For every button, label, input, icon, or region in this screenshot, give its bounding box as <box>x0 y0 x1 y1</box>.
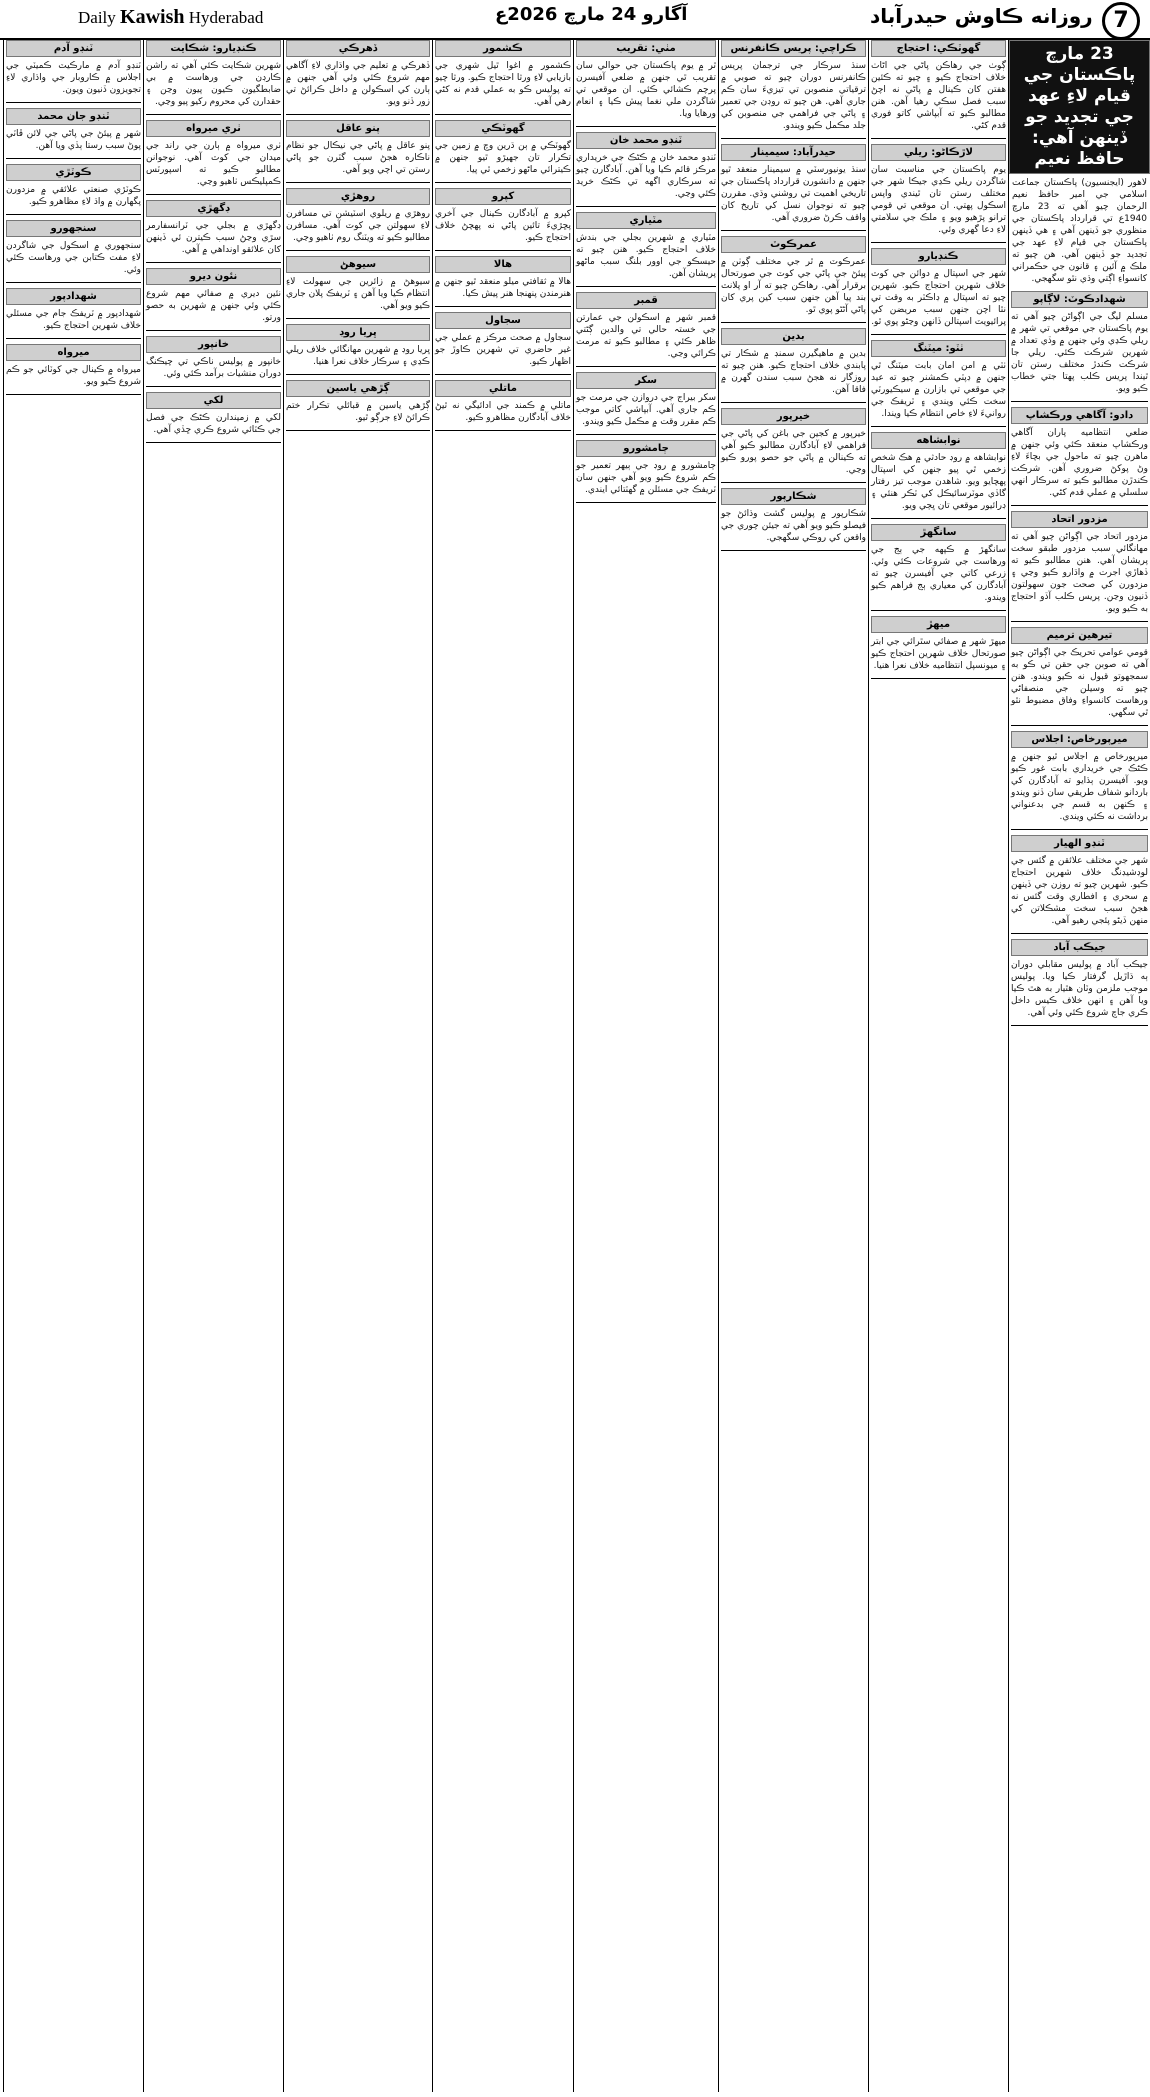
story-body <box>435 140 571 176</box>
news-story <box>1011 511 1148 615</box>
story-body <box>286 140 430 176</box>
news-column-4 <box>573 40 718 2092</box>
story-divider <box>1011 725 1148 726</box>
story-body <box>1011 531 1148 615</box>
story-headline[interactable]: نوابشاهه <box>871 432 1006 449</box>
story-body <box>146 60 281 108</box>
story-body <box>286 400 430 424</box>
story-body <box>1011 427 1148 499</box>
story-text: لکي ۾ زميندارن ڪڻڪ جي فصل جي ڪٽائي شروع ڪري ڇڏي آهي. <box>146 413 281 435</box>
story-divider <box>721 138 866 139</box>
story-divider <box>721 402 866 403</box>
story-text: خانپور ۾ پوليس ناڪي تي چيڪنگ دوران منشيات برآمد ڪئي وئي. <box>146 357 281 379</box>
story-headline[interactable]: حيدرآباد: سيمينار <box>721 144 866 161</box>
story-headline[interactable]: عمرڪوٽ <box>721 236 866 253</box>
news-story <box>146 336 281 380</box>
story-divider <box>6 102 141 103</box>
story-body <box>576 392 716 428</box>
news-column-6 <box>283 40 432 2092</box>
story-body <box>6 308 141 332</box>
story-text: ٺري ميرواه ۾ ٻارن جي راند جي ميدان جي کوٽ آهي. نوجوانن مطالبو ڪيو ته اسپورٽس ڪمپليڪس ٺاهيو وڃي. <box>146 141 281 187</box>
story-divider <box>286 250 430 251</box>
story-divider <box>871 610 1006 611</box>
story-headline[interactable]: سجاول <box>435 312 571 329</box>
story-body <box>435 400 571 424</box>
story-text: شهر جي اسپتال ۾ دوائن جي کوٽ خلاف شهرين احتجاج ڪيو. شهرين چيو ته اسپتال ۾ ڊاڪٽر به وقت تي نٿا اچن جنهن سبب مريضن کي پرائيويٽ اسپتالن ڏانهن وڃڻو پوي ٿو. <box>871 269 1006 327</box>
story-text: ڀريا روڊ ۾ شهرين مهانگائي خلاف ريلي ڪڍي ۽ سرڪار خلاف نعرا هنيا. <box>286 345 430 367</box>
news-story <box>721 488 866 544</box>
story-body <box>871 60 1006 132</box>
story-body <box>576 232 716 280</box>
story-headline[interactable]: ماتلي <box>435 380 571 397</box>
story-text: ميهڙ شهر ۾ صفائي سٿرائي جي ابتر صورتحال خلاف شهرين احتجاج ڪيو ۽ ميونسپل انتظاميه خلاف نعرا هنيا. <box>871 637 1006 671</box>
story-text: ڳوٺ جي رهاڪن پاڻي جي اڻاٺ خلاف احتجاج ڪيو ۽ چيو ته ڪئين هفتن کان ڪينال ۾ پاڻي نه اچڻ سبب فصل سڪي رهيا آهن. هنن مطالبو ڪيو ته آبپاشي کاتو فوري قدم کڻي. <box>871 61 1006 131</box>
masthead <box>0 0 1150 40</box>
news-story <box>1011 407 1148 499</box>
story-divider <box>146 114 281 115</box>
story-divider <box>6 282 141 283</box>
news-story <box>721 408 866 476</box>
story-body <box>576 60 716 120</box>
story-body <box>146 412 281 436</box>
story-headline[interactable]: شهدادڪوٽ: لاڳاپو <box>1011 291 1148 308</box>
story-text: شهدادپور ۾ ٽريفڪ جام جي مسئلي خلاف شهرين احتجاج ڪيو. <box>6 309 141 331</box>
news-story <box>6 344 141 388</box>
story-body <box>721 428 866 476</box>
news-story <box>6 164 141 208</box>
story-headline[interactable]: ٽنڊو الهيار <box>1011 835 1148 852</box>
story-text: جيڪب آباد ۾ پوليس مقابلي دوران ٻه ڌاڙيل گرفتار ڪيا ويا. پوليس موجب ملزمن وٽان هٿيار به هٿ ڪيا ويا آهن ۽ انهن خلاف ڪيس داخل ڪري جاچ شروع ڪئي وئي آهي. <box>1011 960 1148 1018</box>
news-story <box>435 312 571 368</box>
story-body <box>871 360 1006 420</box>
story-divider <box>1011 621 1148 622</box>
news-column-5 <box>432 40 573 2092</box>
paper-name-english: Kawish <box>120 6 185 28</box>
news-story <box>721 144 866 224</box>
story-text: خيرپور ۾ کجين جي باغن کي پاڻي جي فراهمي لاءِ آبادگارن مطالبو ڪيو آهي ته ڪينالن ۾ پاڻي جو حصو پورو ڪيو وڃي. <box>721 429 866 475</box>
story-divider <box>1011 505 1148 506</box>
story-headline[interactable]: سانگهڙ <box>871 524 1006 541</box>
story-body <box>6 184 141 208</box>
story-text: ميرواه ۾ ڪينال جي کوٽائي جو ڪم شروع ڪيو ويو. <box>6 365 141 387</box>
story-headline[interactable]: ميرپورخاص: اجلاس <box>1011 731 1148 748</box>
story-text: ڪوٽڙي صنعتي علائقي ۾ مزدورن پگهارن ۾ واڌ لاءِ مظاهرو ڪيو. <box>6 185 141 207</box>
story-text: سجاول ۾ صحت مرڪز ۾ عملي جي غير حاضري تي شهرين ڪاوڙ جو اظهار ڪيو. <box>435 333 571 367</box>
story-body <box>721 348 866 396</box>
news-story <box>435 120 571 176</box>
story-divider <box>871 426 1006 427</box>
story-headline[interactable]: مٽياري <box>576 212 716 229</box>
lead-headline[interactable]: 23 مارچ پاڪستان جي قيام لاءِ عهد جي تجديد جو ڏينهن آهي: حافظ نعيم <box>1009 40 1150 174</box>
story-headline[interactable]: ٺري ميرواه <box>146 120 281 137</box>
news-column-3 <box>718 40 868 2092</box>
story-body <box>1011 959 1148 1019</box>
story-headline[interactable]: ٽنڊو محمد خان <box>576 132 716 149</box>
story-text: يوم پاڪستان جي مناسبت سان شاگردن ريلي ڪڍي جيڪا شهر جي مختلف رستن تان ٿيندي واپس اسڪول پهتي. ان موقعي تي قومي ترانو پڙهيو ويو ۽ ملڪ جي سلامتي لاءِ دعا گهري وئي. <box>871 165 1006 235</box>
news-column-2 <box>868 40 1008 2092</box>
story-text: نوابشاهه ۾ روڊ حادثي ۾ هڪ شخص زخمي ٿي پيو جنهن کي اسپتال پهچايو ويو. شاهدن موجب تيز رفتار گاڏي موٽرسائيڪل کي ٽڪر هنئي ۽ ڊرائيور موقعي تان ڀڄي ويو. <box>871 453 1006 511</box>
news-story <box>286 188 430 244</box>
news-story <box>871 340 1006 420</box>
story-text: ڏهرڪي ۾ تعليم جي واڌاري لاءِ آگاهي مهم شروع ڪئي وئي آهي جنهن ۾ ٻارن کي اسڪولن ۾ داخل ڪرائڻ تي زور ڏنو ويو. <box>286 61 430 107</box>
story-divider <box>286 182 430 183</box>
story-text: ٿر ۾ يوم پاڪستان جي حوالي سان تقريب ٿي جنهن ۾ ضلعي آفيسرن پرچم ڪشائي ڪئي. ان موقعي تي شاگردن ملي نغما پيش ڪيا ۽ انعام ورهايا ويا. <box>576 61 716 119</box>
news-story <box>286 256 430 312</box>
story-body <box>721 164 866 224</box>
news-column-8 <box>3 40 143 2092</box>
story-body <box>721 256 866 316</box>
story-text: ماتلي ۾ ڪمند جي ادائيگي نه ٿيڻ خلاف آبادگارن مظاهرو ڪيو. <box>435 401 571 423</box>
news-story <box>721 328 866 396</box>
story-body <box>1011 647 1148 719</box>
story-text: شڪارپور ۾ پوليس گشت وڌائڻ جو فيصلو ڪيو ويو آهي ته جيئن چوري جي واقعن کي روڪي سگهجي. <box>721 509 866 543</box>
story-divider <box>6 214 141 215</box>
story-text: شهر ۾ پيئڻ جي پاڻي جي لائن ڦاٽي پوڻ سبب رستا ٻڏي ويا آهن. <box>6 129 141 151</box>
news-story <box>576 292 716 360</box>
news-story <box>576 132 716 200</box>
paper-prefix: Daily <box>78 8 121 27</box>
story-body <box>6 240 141 276</box>
story-divider <box>435 114 571 115</box>
story-text: کپرو ۾ آبادگارن ڪينال جي آخري پڇڙيءَ تائين پاڻي نه پهچڻ خلاف احتجاج ڪيو. <box>435 209 571 243</box>
story-divider <box>576 434 716 435</box>
story-text: مسلم ليگ جي اڳواڻن چيو آهي ته يوم پاڪستان جي موقعي تي شهر ۾ ريلي ڪڍي وئي جنهن ۾ وڏي تعداد ۾ شهرين شرڪت ڪئي. ريلي جا شرڪت ڪندڙ مختلف رستن تان ٿيندا پريس ڪلب پهتا جتي خطاب ڪيو ويو. <box>1011 312 1148 394</box>
story-divider <box>871 678 1006 679</box>
news-story <box>871 248 1006 328</box>
news-story <box>146 268 281 324</box>
story-headline[interactable]: بدين <box>721 328 866 345</box>
story-body <box>146 220 281 256</box>
story-body <box>6 128 141 152</box>
story-divider <box>576 206 716 207</box>
news-story <box>721 40 866 132</box>
story-body <box>435 332 571 368</box>
date-line: آگارو 24 مارچ 2026ع <box>495 4 688 25</box>
news-story <box>721 236 866 316</box>
story-body <box>576 312 716 360</box>
story-text: سنڌ يونيورسٽي ۾ سيمينار منعقد ٿيو جنهن ۾ دانشورن قرارداد پاڪستان جي تاريخي اهميت تي روشني وڌي. مقررن چيو ته نوجوان نسل کي تاريخ کان واقف ڪرڻ ضروري آهي. <box>721 165 866 223</box>
story-divider <box>435 182 571 183</box>
story-headline[interactable]: سکر <box>576 372 716 389</box>
news-story <box>871 144 1006 236</box>
story-headline[interactable]: تيرهين ترميم <box>1011 627 1148 644</box>
story-headline[interactable]: هالا <box>435 256 571 273</box>
story-headline[interactable]: ڪوٽڙي <box>6 164 141 181</box>
story-text: سنجھوري ۾ اسڪول جي شاگردن لاءِ مفت ڪتابن جي ورهاست ڪئي وئي. <box>6 241 141 275</box>
news-story <box>1011 731 1148 823</box>
story-text: ٽنڊو آدم ۾ مارڪيٽ ڪميٽي جي اجلاس ۾ ڪاروبار جي واڌاري لاءِ تجويزون ڏنيون ويون. <box>6 61 141 95</box>
news-story <box>576 372 716 428</box>
news-story <box>435 188 571 244</box>
story-headline[interactable]: خيرپور <box>721 408 866 425</box>
story-headline[interactable]: ڪنڊيارو: شڪايت <box>146 40 281 57</box>
story-body <box>871 164 1006 236</box>
story-body <box>286 60 430 108</box>
news-story <box>146 392 281 436</box>
story-body <box>1011 855 1148 927</box>
story-body <box>871 544 1006 604</box>
story-body <box>871 636 1006 672</box>
story-divider <box>286 430 430 431</box>
story-divider <box>286 318 430 319</box>
story-body <box>721 508 866 544</box>
story-divider <box>286 114 430 115</box>
story-headline[interactable]: نئون ديرو <box>146 268 281 285</box>
story-headline[interactable]: ٽنڊو آدم <box>6 40 141 57</box>
news-story <box>435 40 571 108</box>
story-headline[interactable]: سيوهڻ <box>286 256 430 273</box>
story-body <box>435 60 571 108</box>
story-divider <box>721 230 866 231</box>
story-headline[interactable]: گهوٽڪي: احتجاج <box>871 40 1006 57</box>
story-divider <box>871 334 1006 335</box>
story-text: قمبر شهر ۾ اسڪولن جي عمارتن جي خستہ حالي تي والدين ڳڻتي ظاهر ڪئي ۽ مطالبو ڪيو ته مرمت ڪرائي وڃي. <box>576 313 716 359</box>
story-text: ضلعي انتظاميه پاران آگاهي ورڪشاپ منعقد ڪئي وئي جنهن ۾ ماهرن چيو ته ماحول جي بچاءَ لاءِ وڻ پوکڻ ضروري آهن. شرڪت ڪندڙن مطالبو ڪيو ته سرڪار انهي سلسلي ۾ عملي قدم کڻي. <box>1011 428 1148 498</box>
story-headline[interactable]: لاڙڪاڻو: ريلي <box>871 144 1006 161</box>
story-divider <box>721 482 866 483</box>
news-column-7 <box>143 40 283 2092</box>
story-divider <box>6 338 141 339</box>
story-text: مٽياري ۾ شهرين بجلي جي بندش خلاف احتجاج ڪيو. هنن چيو ته حيسڪو جي اوور بلنگ سبب ماڻهو پريشان آهن. <box>576 233 716 279</box>
story-body <box>1011 311 1148 395</box>
story-headline[interactable]: ڪشمور <box>435 40 571 57</box>
news-story <box>871 432 1006 512</box>
story-text: بدين ۾ ماهيگيرن سمنڊ ۾ شڪار تي پابندي خلاف احتجاج ڪيو. هنن چيو ته روزگار نه هجڻ سبب سندن گهرن ۾ فاقا آهن. <box>721 349 866 395</box>
story-text: ڪشمور ۾ اغوا ٿيل شهري جي بازيابي لاءِ ورثا احتجاج ڪيو. ورثا چيو ته پوليس ڪو به عملي قدم نه کڻي رهي آهي. <box>435 61 571 107</box>
story-headline[interactable]: شهدادپور <box>6 288 141 305</box>
story-divider <box>6 158 141 159</box>
news-story <box>286 324 430 368</box>
story-text: ڄامشورو ۾ روڊ جي ٻيهر تعمير جو ڪم شروع ڪيو ويو آهي جنهن سان ٽريفڪ جي مسئلن ۾ گهٽتائي ايندي. <box>576 461 716 495</box>
story-text: هالا ۾ ثقافتي ميلو منعقد ٿيو جنهن ۾ هنرمندن پنهنجا هنر پيش ڪيا. <box>435 277 571 299</box>
paper-city: Hyderabad <box>184 8 264 27</box>
story-divider <box>721 550 866 551</box>
story-text: مزدور اتحاد جي اڳواڻن چيو آهي ته مهانگائي سبب مزدور طبقو سخت پريشان آهي. هنن مطالبو ڪيو ته ڏهاڙي اجرت ۾ واڌارو ڪيو وڃي ۽ مزدورن کي صحت جون سهولتون ڏنيون وڃن. پريس ڪلب آڏو احتجاج به ڪيو ويو. <box>1011 532 1148 614</box>
news-story <box>1011 835 1148 927</box>
news-column-1 <box>1008 40 1150 2092</box>
story-headline[interactable]: ميهڙ <box>871 616 1006 633</box>
story-text: سکر بيراج جي دروازن جي مرمت جو ڪم جاري آهي. آبپاشي کاتي موجب ڪم مقرر وقت ۾ مڪمل ڪيو ويندو. <box>576 393 716 427</box>
news-story <box>871 524 1006 604</box>
story-text: نئين ديري ۾ صفائي مهم شروع ڪئي وئي جنهن ۾ شهرين به حصو ورتو. <box>146 289 281 323</box>
story-text: سانگهڙ ۾ ڪپهه جي ٻج جي ورهاست جي شروعات ڪئي وئي. زرعي کاتي جي آفيسرن چيو ته آبادگارن کي معياري ٻج فراهم ڪيو ويندو. <box>871 545 1006 603</box>
story-body <box>1011 751 1148 823</box>
story-body <box>435 208 571 244</box>
story-headline[interactable]: قمبر <box>576 292 716 309</box>
story-body <box>286 208 430 244</box>
story-text: شهرين شڪايت ڪئي آهي ته راشن ڪارڊن جي ورهاست ۾ بي ضابطگيون ڪيون پيون وڃن ۽ حقدارن کي محروم رکيو پيو وڃي. <box>146 61 281 107</box>
story-divider <box>146 330 281 331</box>
news-story <box>576 440 716 496</box>
story-headline[interactable]: جيڪب آباد <box>1011 939 1148 956</box>
story-headline[interactable]: مزدور اتحاد <box>1011 511 1148 528</box>
page-number: 7 <box>1102 2 1140 40</box>
story-text: سيوهڻ ۾ زائرين جي سهولت لاءِ انتظام ڪيا ويا آهن ۽ ٽريفڪ پلان جاري ڪيو ويو آهي. <box>286 277 430 311</box>
story-divider <box>146 442 281 443</box>
news-story <box>576 212 716 280</box>
story-divider <box>871 242 1006 243</box>
news-story <box>6 288 141 332</box>
story-body <box>6 364 141 388</box>
story-body <box>721 60 866 132</box>
story-divider <box>435 306 571 307</box>
story-body <box>286 344 430 368</box>
story-text: شهر جي مختلف علائقن ۾ گئس جي لوڊشيڊنگ خلاف شهرين احتجاج ڪيو. شهرين چيو ته روزن جي ڏينهن ۾ سحري ۽ افطاري وقت گئس نه هجڻ سبب سخت مشڪلاتن کي منهن ڏيڻو پئجي رهيو آهي. <box>1011 856 1148 926</box>
story-divider <box>146 194 281 195</box>
story-headline[interactable]: دادو: آگاهي ورڪشاپ <box>1011 407 1148 424</box>
story-body <box>871 268 1006 328</box>
story-headline[interactable]: ڪنڊيارو <box>871 248 1006 265</box>
story-divider <box>1011 933 1148 934</box>
story-text: ٽنڊو محمد خان ۾ ڪڻڪ جي خريداري مرڪز قائم ڪيا ويا آهن. آبادگارن چيو ته سرڪاري اگهه تي ڪڻڪ خريد ڪئي وڃي. <box>576 153 716 199</box>
story-headline[interactable]: ڊگهڙي <box>146 200 281 217</box>
story-divider <box>435 250 571 251</box>
news-story <box>435 380 571 424</box>
story-body <box>146 140 281 188</box>
story-text: پنو عاقل ۾ پاڻي جي نيڪال جو نظام ناڪاره هجڻ سبب گٽرن جو پاڻي رستن تي اچي ويو آهي. <box>286 141 430 175</box>
story-text: قومي عوامي تحريڪ جي اڳواڻن چيو آهي ته صوبن جي حقن تي ڪو به سمجهوتو قبول نه ڪيو ويندو. هنن چيو ته وسيلن جي منصفاڻي ورهاست کانسواءِ وفاق مضبوط نٿو ٿي سگهي. <box>1011 648 1148 718</box>
story-body <box>576 152 716 200</box>
story-divider <box>6 394 141 395</box>
story-text: ٺٽي ۾ امن امان بابت ميٽنگ ٿي جنهن ۾ ڊپٽي ڪمشنر چيو ته عيد جي موقعي تي بازارن ۾ سيڪيورٽي سخت ڪئي ويندي ۽ ٽريفڪ جي روانيءَ لاءِ خاص انتظام ڪيا ويندا. <box>871 361 1006 419</box>
story-divider <box>576 286 716 287</box>
story-divider <box>721 322 866 323</box>
story-body <box>146 288 281 324</box>
story-headline[interactable]: روهڙي <box>286 188 430 205</box>
story-divider <box>576 126 716 127</box>
news-story <box>435 256 571 300</box>
story-headline[interactable]: ڄامشورو <box>576 440 716 457</box>
story-headline[interactable]: ڏهرڪي <box>286 40 430 57</box>
news-story <box>286 40 430 108</box>
story-body <box>286 276 430 312</box>
story-divider <box>871 138 1006 139</box>
news-story <box>286 120 430 176</box>
news-story <box>146 200 281 256</box>
story-divider <box>435 374 571 375</box>
news-story <box>146 120 281 188</box>
story-headline[interactable]: مٺي: تقريب <box>576 40 716 57</box>
story-divider <box>1011 829 1148 830</box>
news-story <box>6 108 141 152</box>
story-headline[interactable]: خانپور <box>146 336 281 353</box>
story-headline[interactable]: ٽنڊو جان محمد <box>6 108 141 125</box>
story-text: ميرپورخاص ۾ اجلاس ٿيو جنهن ۾ ڪڻڪ جي خريداري بابت غور ڪيو ويو. آفيسرن ٻڌايو ته آبادگارن کي باردانو شفاف طريقي سان ڏنو ويندو ۽ ڪنهن به قسم جي بدعنواني برداشت نه ڪئي ويندي. <box>1011 752 1148 822</box>
lead-story-text: لاهور (ايجنسيون) پاڪستان جماعت اسلامي جي امير حافظ نعيم الرحمان چيو آهي ته 23 مارچ 1940ع تي قرارداد پاڪستان جي منظوري جو ڏينهن آهي ۽ هي ڏينهن پاڪستان جي قيام لاءِ عهد جي تجديد جو ڏينهن آهي. هن چيو ته ملڪ ۾ آئين ۽ قانون جي حڪمراني کانسواءِ اڳتي وڌي نٿو سگهجي. <box>1012 178 1147 284</box>
story-divider <box>576 366 716 367</box>
story-headline[interactable]: شڪارپور <box>721 488 866 505</box>
story-text: سنڌ سرڪار جي ترجمان پريس ڪانفرنس دوران چيو ته صوبي ۾ ترقياتي منصوبن تي تيزيءَ سان ڪم جاري آهي. هن چيو ته روڊن جي تعمير ۽ پاڻي جي فراهمي جي منصوبن کي جلد مڪمل ڪيو ويندو. <box>721 61 866 131</box>
story-divider <box>576 502 716 503</box>
paper-name-sindhi: روزانه ڪاوش حيدرآباد <box>870 4 1093 28</box>
news-story <box>286 380 430 424</box>
story-body <box>6 60 141 96</box>
news-story <box>6 220 141 276</box>
story-divider <box>1011 401 1148 402</box>
story-text: روهڙي ۾ ريلوي اسٽيشن تي مسافرن لاءِ سهولتن جي کوٽ آهي. مسافرن مطالبو ڪيو ته ويٽنگ روم ٺاهيو وڃي. <box>286 209 430 243</box>
news-story <box>871 616 1006 672</box>
story-text: ڊگهڙي ۾ بجلي جي ٽرانسفارمر سڙي وڃڻ سبب ڪيترن ئي ڏينهن کان علائقو اونداهي ۾ آهي. <box>146 221 281 255</box>
story-divider <box>1011 1025 1148 1026</box>
story-divider <box>286 374 430 375</box>
story-headline[interactable]: ڀريا روڊ <box>286 324 430 341</box>
story-divider <box>146 386 281 387</box>
news-story <box>6 40 141 96</box>
story-headline[interactable]: کپرو <box>435 188 571 205</box>
story-text: ڳڙهي ياسين ۾ قبائلي تڪرار ختم ڪرائڻ لاءِ جرڳو ٿيو. <box>286 401 430 423</box>
story-divider <box>871 518 1006 519</box>
story-headline[interactable]: لکي <box>146 392 281 409</box>
news-story <box>146 40 281 108</box>
news-story <box>871 40 1006 132</box>
story-divider <box>146 262 281 263</box>
story-body <box>435 276 571 300</box>
story-headline[interactable]: ميرواه <box>6 344 141 361</box>
news-story <box>1011 939 1148 1019</box>
masthead-english <box>78 6 263 29</box>
story-body <box>871 452 1006 512</box>
news-story <box>1011 627 1148 719</box>
news-story <box>576 40 716 120</box>
story-headline[interactable]: گهوٽڪي <box>435 120 571 137</box>
story-body <box>576 460 716 496</box>
story-headline[interactable]: سنجھورو <box>6 220 141 237</box>
story-headline[interactable]: ڪراچي: پريس ڪانفرنس <box>721 40 866 57</box>
story-divider <box>435 430 571 431</box>
story-headline[interactable]: پنو عاقل <box>286 120 430 137</box>
story-text: گهوٽڪي ۾ ٻن ڌرين وچ ۾ زمين جي تڪرار تان جهيڙو ٿيو جنهن ۾ ڪيترائي ماڻهو زخمي ٿي پيا. <box>435 141 571 175</box>
story-body <box>146 356 281 380</box>
story-headline[interactable]: ٺٽو: ميٽنگ <box>871 340 1006 357</box>
story-text: عمرڪوٽ ۾ ٿر جي مختلف ڳوٺن ۾ پيئڻ جي پاڻي جي کوٽ جي صورتحال برقرار آهي. رهاڪن چيو ته آر او پلانٽ بند پيا آهن جنهن سبب کين پري کان پاڻي آڻڻو پوي ٿو. <box>721 257 866 315</box>
story-headline[interactable]: ڳڙهي ياسين <box>286 380 430 397</box>
news-story <box>1011 291 1148 395</box>
